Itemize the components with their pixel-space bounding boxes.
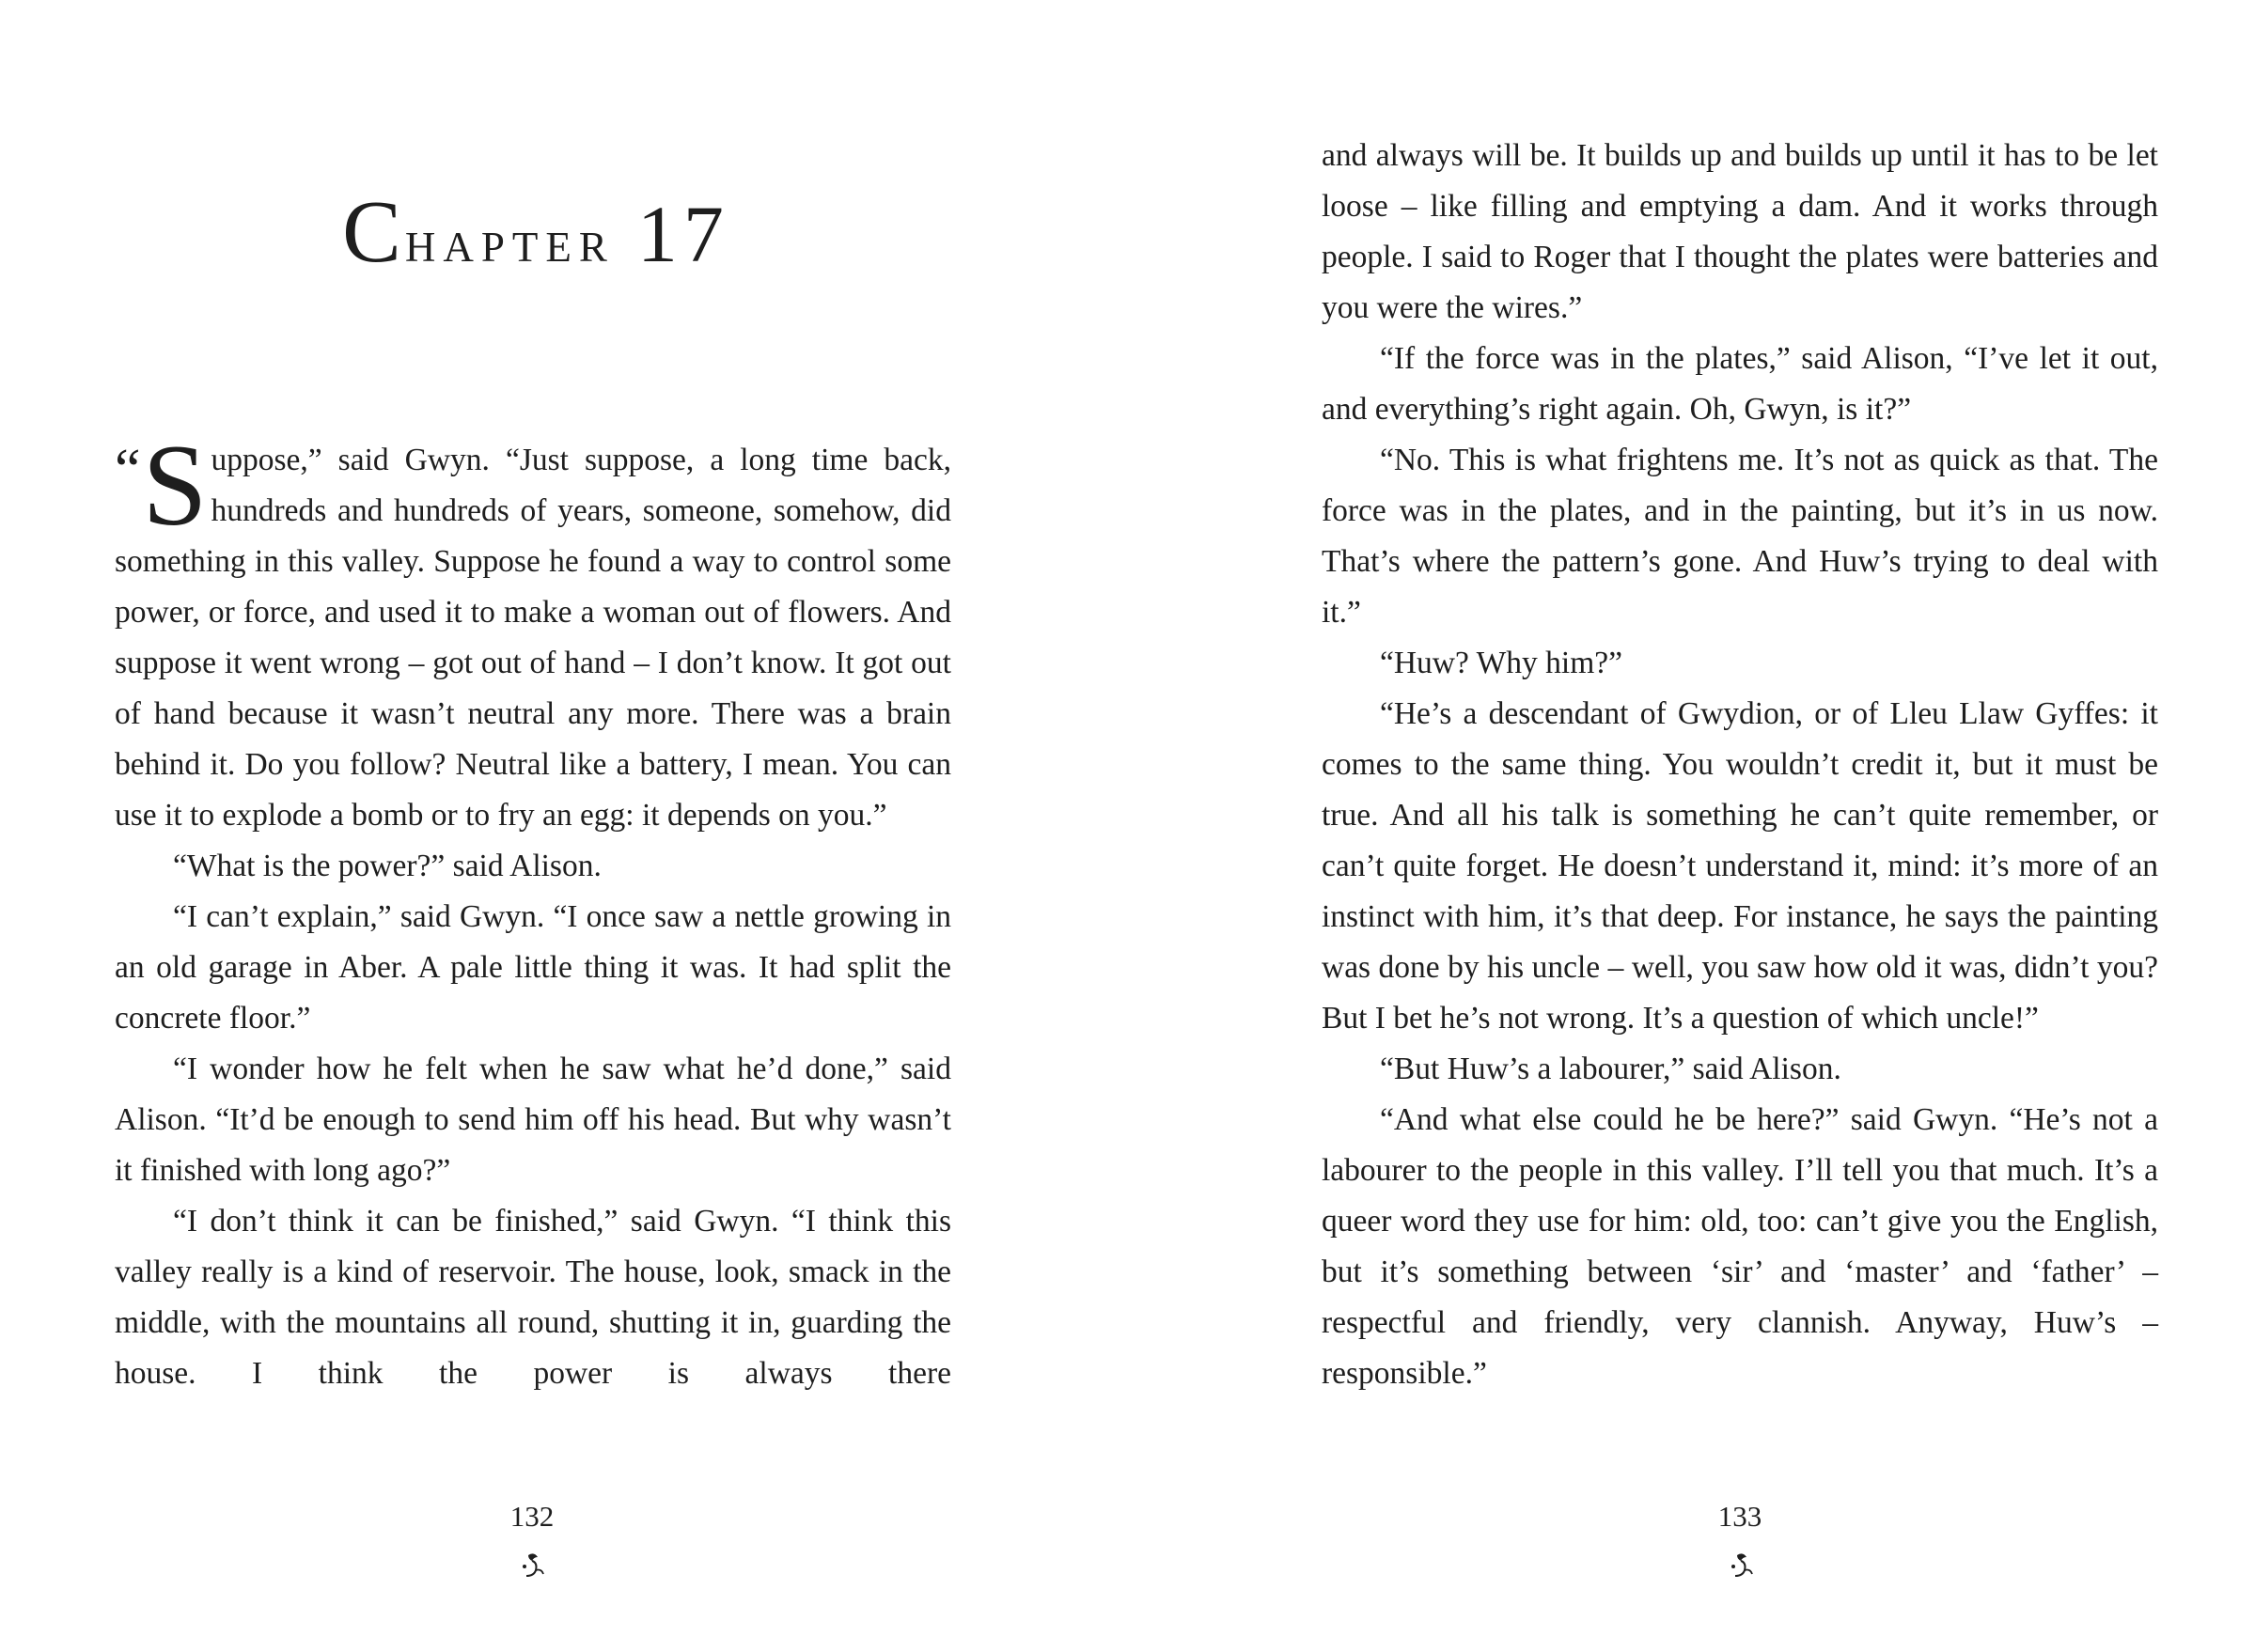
left-body-text <box>115 421 951 1399</box>
drop-cap <box>115 421 208 550</box>
paragraph: “And what else could he be here?” said Gwyn. “He’s not a labourer to the people in this valley. I’ll tell you that much. It’s a queer word they use for him: old, too: can’t give you the English, but it’s something between ‘sir’ and ‘master’ and ‘father’ – respectful and friendly, very clannish. Anyway, Huw’s – responsible.” <box>1322 1102 2158 1391</box>
page-number: 132 <box>509 1500 555 1533</box>
paragraph: “Huw? Why him?” <box>1380 646 1622 680</box>
paragraph: “What is the power?” said Alison. <box>173 849 602 883</box>
paragraph: and always will be. It builds up and builds up until it has to be let loose – like filling and emptying a dam. And it works through people. I said to Roger that I thought the plates were batteries and you were the wires.” <box>1322 138 2158 325</box>
floral-ornament-icon <box>515 1546 553 1583</box>
floral-ornament-icon <box>1724 1546 1762 1583</box>
paragraph: “I don’t think it can be finished,” said Gwyn. “I think this valley really is a kind of reservoir. The house, look, smack in the middle, with the mountains all round, shutting it in, guarding the house. I think the power is always there <box>115 1204 951 1391</box>
page-number: 133 <box>1717 1500 1762 1533</box>
paragraph: “I can’t explain,” said Gwyn. “I once saw a nettle growing in an old garage in Aber. A pale little thing it was. It had split the concrete floor.” <box>115 899 951 1036</box>
drop-cap-letter: S <box>142 421 208 550</box>
drop-cap-quote: “ <box>115 438 141 502</box>
chapter-title <box>0 183 1072 281</box>
paragraph: “No. This is what frightens me. It’s not as quick as that. The force was in the plates, and in the painting, but it’s in us now. That’s where the pattern’s gone. And Huw’s trying to deal with it.” <box>1322 443 2158 630</box>
paragraph: “But Huw’s a labourer,” said Alison. <box>1380 1052 1841 1086</box>
paragraph <box>115 421 951 841</box>
right-page <box>1128 0 2255 1652</box>
paragraph: “I wonder how he felt when he saw what he’d done,” said Alison. “It’d be enough to send him off his head. But why wasn’t it finished with long ago?” <box>115 1052 951 1188</box>
paragraph: “He’s a descendant of Gwydion, or of Lleu Llaw Gyffes: it comes to the same thing. You wouldn’t credit it, but it must be true. And all his talk is something he can’t quite remember, or can’t quite forget. He doesn’t understand it, mind: it’s more of an instinct with him, it’s that deep. For instance, he says the painting was done by his uncle – well, you saw how old it was, didn’t you? But I bet he’s not wrong. It’s a question of which uncle!” <box>1322 696 2158 1036</box>
right-body-text <box>1322 131 2158 1399</box>
chapter-title-rest: hapter <box>404 208 615 274</box>
chapter-number: 17 <box>636 189 729 279</box>
paragraph: “If the force was in the plates,” said Alison, “I’ve let it out, and everything’s right again. Oh, Gwyn, is it?” <box>1322 341 2158 427</box>
paragraph-text: uppose,” said Gwyn. “Just suppose, a long time back, hundreds and hundreds of years, someone, somehow, did something in this valley. Suppose he found a way to control some power, or force, and used it to make a woman out of flowers. And suppose it went wrong – got out of hand – I don’t know. It got out of hand because it wasn’t neutral any more. There was a brain behind it. Do you follow? Neutral like a battery, I mean. You can use it to explode a bomb or to fry an egg: it depends on you.” <box>115 443 951 833</box>
chapter-title-initial: C <box>342 183 405 281</box>
